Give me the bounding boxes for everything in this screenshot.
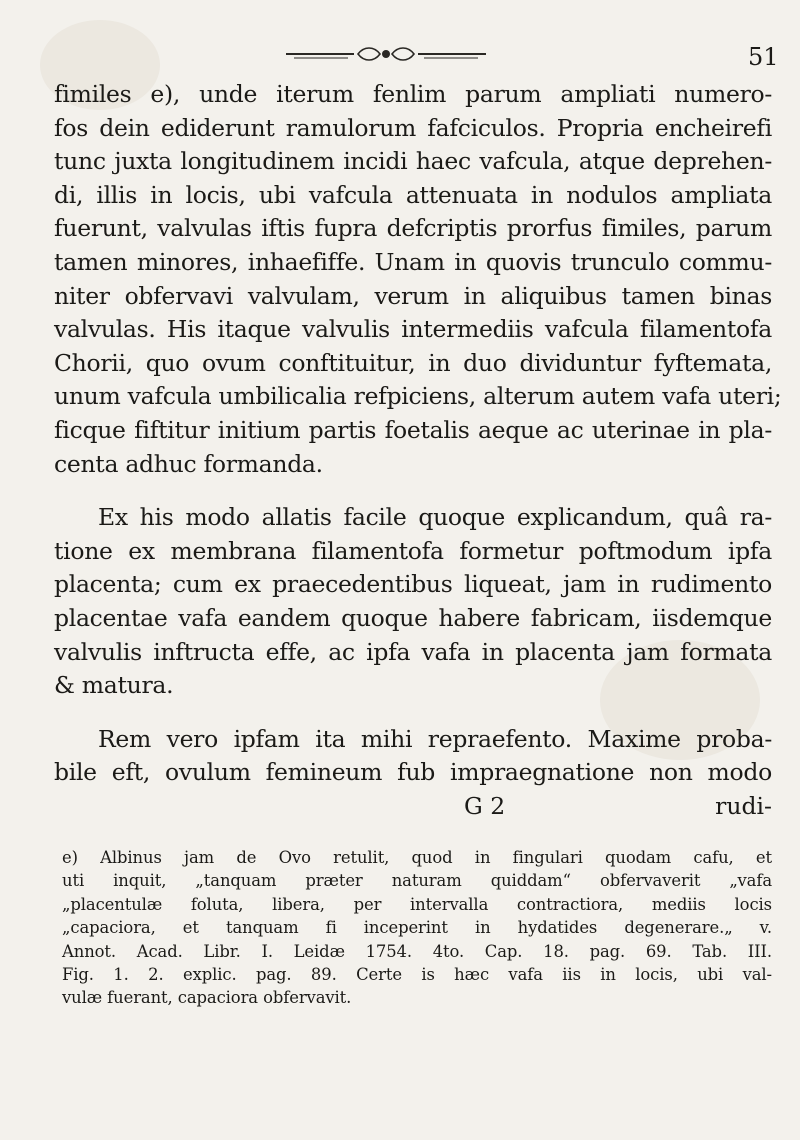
footnote-line: vulæ fuerant, capaciora obfervavit. bbox=[62, 988, 352, 1008]
text-line: unum vafcula umbilicalia refpiciens, alterum autem vafa uteri; bbox=[54, 382, 782, 411]
footnote-line: Annot. Acad. Libr. I. Leidæ 1754. 4to. Cap. 18. pag. 69. Tab. III. bbox=[62, 941, 772, 961]
main-text bbox=[54, 78, 782, 824]
text-line: ficque fiftitur initium partis foetalis aeque ac uterinae in pla- bbox=[54, 415, 772, 444]
text-line: bile eft, ovulum femineum fub impraegnatione non modo bbox=[54, 758, 772, 787]
signature-row bbox=[54, 790, 772, 824]
text-line: niter obfervavi valvulam, verum in aliquibus tamen binas bbox=[54, 281, 772, 310]
paragraphs bbox=[54, 78, 782, 790]
text-line: valvulas. His itaque valvulis intermediis vafcula filamentofa bbox=[54, 315, 772, 344]
text-line: tamen minores, inhaefiffe. Unam in quovis trunculo commu- bbox=[54, 247, 772, 276]
paragraph-gap bbox=[54, 703, 772, 723]
paragraph-gap bbox=[54, 481, 772, 501]
text-line: tunc juxta longitudinem incidi haec vafcula, atque deprehen- bbox=[54, 147, 772, 176]
text-line: centa adhuc formanda. bbox=[54, 449, 323, 478]
printer-signature: G 2 bbox=[464, 791, 506, 820]
text-line: di, illis in locis, ubi vafcula attenuata in nodulos ampliata bbox=[54, 180, 772, 209]
page-number: 51 bbox=[748, 43, 779, 71]
text-line: placentae vafa eandem quoque habere fabricam, iisdemque bbox=[54, 603, 772, 632]
text-line: placenta; cum ex praecedentibus liqueat, jam in rudimento bbox=[54, 570, 772, 599]
footnote-line: „placentulæ foluta, libera, per intervalla contractiora, mediis locis bbox=[62, 894, 772, 914]
text-line: Ex his modo allatis facile quoque explicandum, quâ ra- bbox=[98, 503, 772, 532]
catchword: rudi- bbox=[715, 791, 772, 820]
paragraph bbox=[54, 501, 772, 703]
text-line: & matura. bbox=[54, 671, 174, 700]
footnote-line: uti inquit, „tanquam præter naturam quiddam“ obfervaverit „vafa bbox=[62, 871, 772, 891]
paragraph bbox=[54, 78, 782, 481]
footnote bbox=[62, 846, 772, 1010]
footnote-line: Fig. 1. 2. explic. pag. 89. Certe is hæc vafa iis in locis, ubi val- bbox=[62, 965, 772, 985]
header-ornament-icon bbox=[284, 44, 488, 64]
text-line: fimiles e), unde iterum fenlim parum ampliati numero- bbox=[54, 80, 772, 108]
text-line: Rem vero ipfam ita mihi repraefento. Maxime proba- bbox=[98, 724, 772, 753]
text-line: fos dein ediderunt ramulorum fafciculos. Propria encheirefi bbox=[54, 113, 772, 142]
text-line: tione ex membrana filamentofa formetur poftmodum ipfa bbox=[54, 536, 772, 565]
text-line: valvulis inftructa effe, ac ipfa vafa in placenta jam formata bbox=[54, 637, 772, 666]
text-line: Chorii, quo ovum conftituitur, in duo dividuntur fyftemata, bbox=[54, 348, 772, 377]
footnote-line: „capaciora, et tanquam fi inceperint in hydatides degenerare.„ v. bbox=[62, 918, 772, 938]
text-line: fuerunt, valvulas iftis fupra defcriptis prorfus fimiles, parum bbox=[54, 214, 772, 243]
paragraph bbox=[54, 723, 772, 790]
footnote-line: e) Albinus jam de Ovo retulit, quod in fingulari quodam cafu, et bbox=[62, 848, 772, 867]
